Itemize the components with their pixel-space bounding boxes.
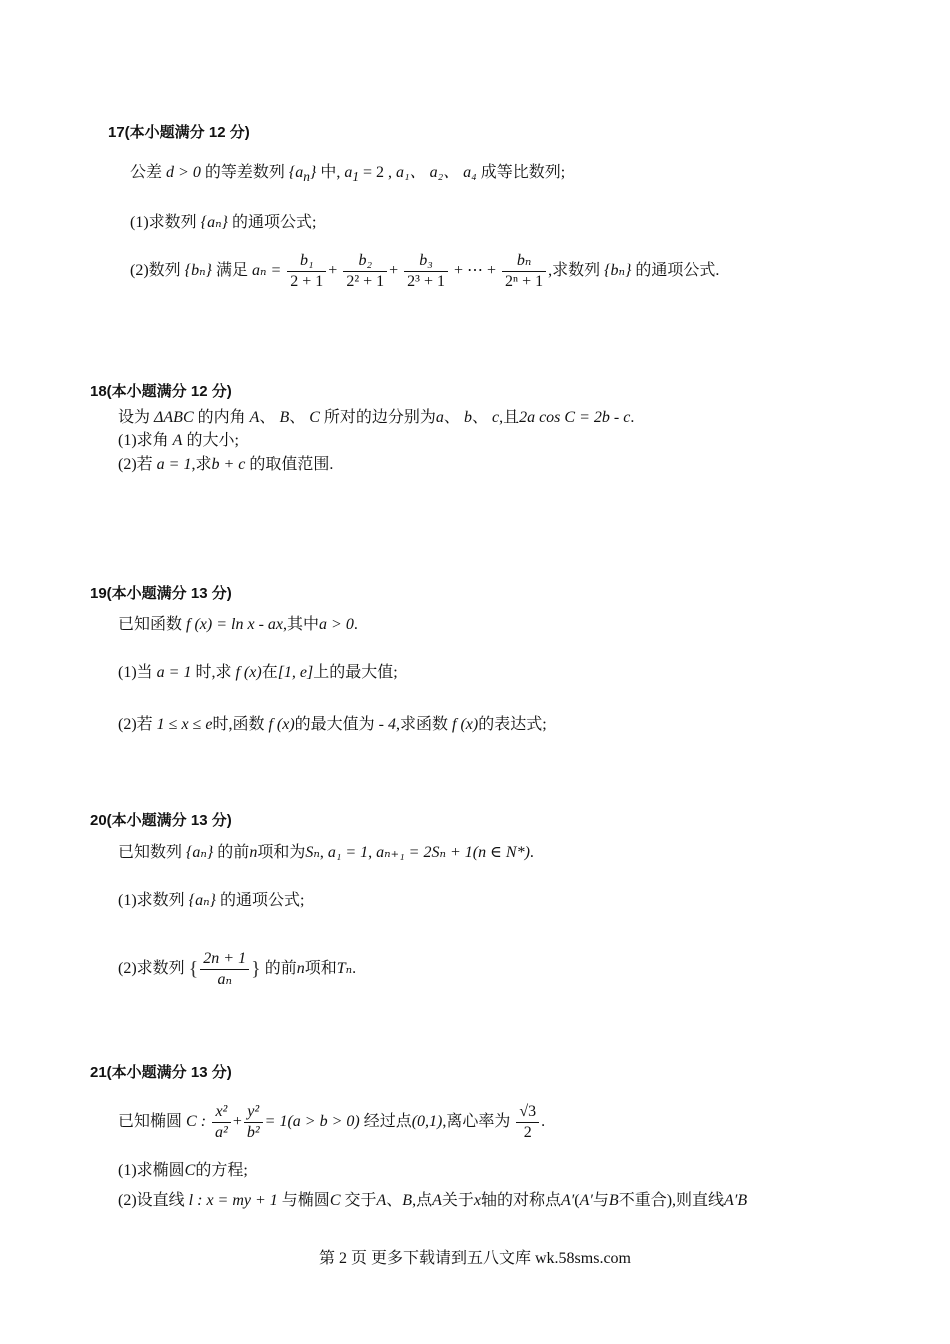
fraction-b3: $\frac{\text{b₃}}{\text{2³ + 1}}$	[404, 251, 448, 292]
q20-part-2: (2)求数列 { $\frac{2n + 1}{\text{aₙ}}$ } 的前n项和Tₙ.	[118, 949, 357, 988]
q17-part-1: (1)求数列 {aₙ} 的通项公式;	[130, 214, 317, 231]
fraction-eccentricity: $\frac{√3}{2}$	[516, 1102, 539, 1143]
fraction-2n1-an: $\frac{2n + 1}{\text{aₙ}}$	[200, 949, 249, 990]
fraction-b1: $\frac{\text{b₁}}{2 + 1}$	[287, 251, 326, 292]
q18-statement: 设为 ΔABC 的内角 A、 B、 C 所对的边分别为a、 b、 c,且2a cos C = 2b - c.	[118, 409, 635, 426]
q19-part-2: (2)若 1 ≤ x ≤ e时,函数 f (x)的最大值为 - 4,求函数 f (x)的表达式;	[118, 716, 547, 733]
page-footer: 第 2 页 更多下载请到五八文库 wk.58sms.com	[318, 1250, 631, 1267]
seq-a: $\{a_n\}$	[288, 164, 317, 185]
q20-statement: 已知数列 {aₙ} 的前n项和为Sₙ, a₁ = 1, aₙ₊₁ = 2Sₙ + 1(n ∈ N*).	[118, 844, 534, 861]
q19-part-1: (1)当 a = 1 时,求 f (x)在[1, e]上的最大值;	[118, 664, 398, 681]
q20-part-1: (1)求数列 {aₙ} 的通项公式;	[118, 892, 305, 909]
fraction-x2-a2: $\frac{\text{x²}}{\text{a²}}$	[212, 1102, 231, 1143]
q21-title: 21(本小题满分 13 分)	[90, 1064, 232, 1081]
q17-title: 17(本小题满分 12 分)	[108, 124, 250, 141]
fraction-y2-b2: $\frac{\text{y²}}{\text{b²}}$	[244, 1102, 263, 1143]
q17-part-2: (2)数列 {bₙ} 满足 aₙ = $\frac{\text{b₁}}{2 + 1}$ + $\frac{\text{b₂}}{\text{2² + 1}}$ + $\frac{\text{b₃}}{\text{2³ + 1}}$ + ⋯ + $\frac{\text{bₙ}}{\text{2ⁿ + 1}}$ ,求数列 {bₙ} 的通项公式.	[130, 251, 720, 290]
fraction-bn: $\frac{\text{bₙ}}{\text{2ⁿ + 1}}$	[502, 251, 546, 292]
q18-part-1: (1)求角 A 的大小;	[118, 432, 239, 449]
q17-statement: 公差 d > 0 的等差数列 $\{a_n\}$ 中, $a_1 = 2$ , a₁、 a₂、 a₄ 成等比数列;	[130, 164, 566, 185]
fraction-b2: $\frac{\text{b₂}}{\text{2² + 1}}$	[343, 251, 387, 292]
q19-title: 19(本小题满分 13 分)	[90, 585, 232, 602]
q19-statement: 已知函数 f (x) = ln x - ax,其中a > 0.	[118, 616, 358, 633]
q18-part-2: (2)若 a = 1,求b + c 的取值范围.	[118, 456, 334, 473]
q21-part-1: (1)求椭圆C的方程;	[118, 1162, 248, 1179]
q20-title: 20(本小题满分 13 分)	[90, 812, 232, 829]
q21-statement: 已知椭圆 C : $\frac{\text{x²}}{\text{a²}}$ + $\frac{\text{y²}}{\text{b²}}$ = 1(a > b > 0) 经过点(0,1),离心率为 $\frac{√3}{2}$ .	[118, 1102, 546, 1141]
q21-part-2: (2)设直线 l : x = my + 1 与椭圆C 交于A、B,点A关于x轴的对称点A′(A′与B不重合),则直线A′B	[118, 1192, 748, 1209]
q18-title: 18(本小题满分 12 分)	[90, 383, 232, 400]
